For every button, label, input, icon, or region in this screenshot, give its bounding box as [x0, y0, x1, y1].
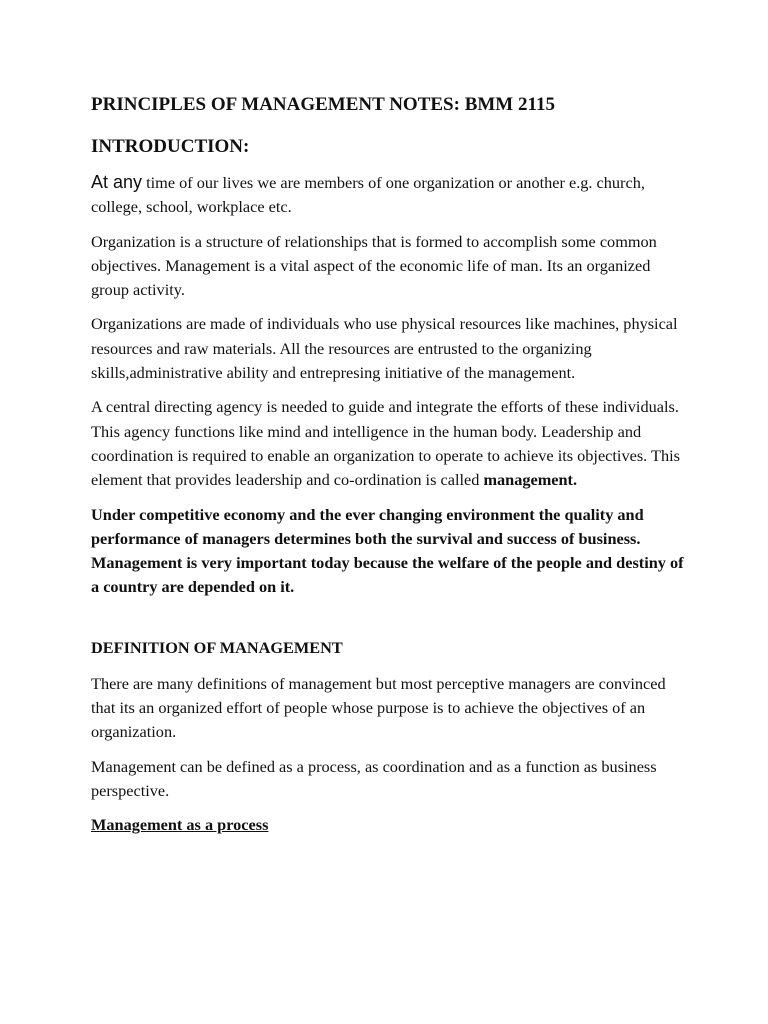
- paragraph-intro-lead: At any: [91, 172, 143, 192]
- paragraph-intro: [91, 170, 688, 220]
- management-process-heading: Management as a process: [91, 815, 269, 835]
- paragraph-organization: Organization is a structure of relationships that is formed to accomplish some common objectives. Management is a vital aspect of the economic life of man. Its an organized group activity.: [91, 231, 657, 300]
- definition-heading: DEFINITION OF MANAGEMENT: [91, 637, 343, 657]
- paragraph-defined-as: Management can be defined as a process, as coordination and as a function as business perspective.: [91, 756, 657, 800]
- paragraph-directing-agency-bold: management.: [483, 470, 578, 490]
- paragraph-directing-agency: [91, 395, 688, 492]
- introduction-heading: INTRODUCTION:: [91, 136, 250, 157]
- paragraph-definitions: There are many definitions of management but most perceptive managers are convinced that its an organized effort of people whose purpose is to achieve the objectives of an organization.: [91, 673, 666, 742]
- paragraph-directing-agency-text: A central directing agency is needed to guide and integrate the efforts of these individuals. This agency functions like mind and intelligence in the human body. Leadership and coordination is required to enable an organization to operate to achieve its objectives. This element that provides leadership and co-ordination is called: [91, 397, 680, 490]
- paragraph-competitive-economy: Under competitive economy and the ever changing environment the quality and performance of managers determines both the survival and success of business. Management is very important today because the welfare of the people and destiny of a country are depended on it.: [91, 504, 684, 597]
- paragraph-individuals: Organizations are made of individuals who use physical resources like machines, physical resources and raw materials. All the resources are entrusted to the organizing skills,administrative ability and entrepresing initiative of the management.: [91, 314, 678, 383]
- document-title: PRINCIPLES OF MANAGEMENT NOTES: BMM 2115: [91, 94, 555, 115]
- paragraph-intro-rest: time of our lives we are members of one organization or another e.g. church, college, school, workplace etc.: [91, 173, 645, 217]
